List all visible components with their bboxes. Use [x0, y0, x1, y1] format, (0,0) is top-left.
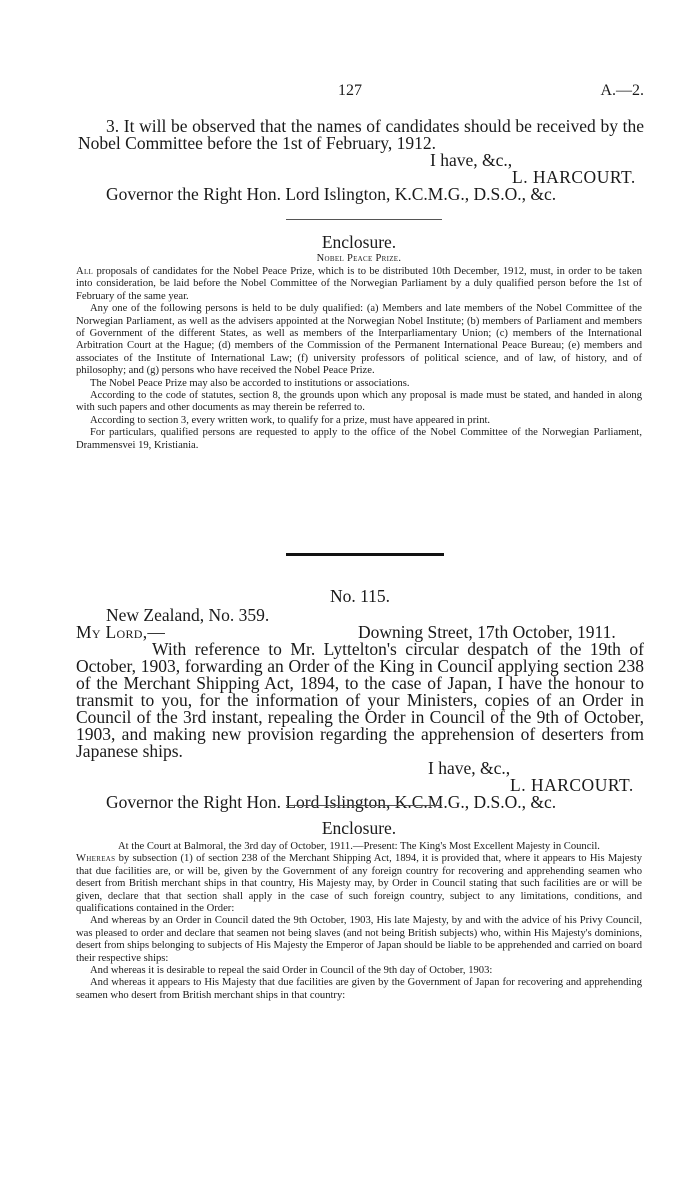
sign-off: I have, &c., — [430, 150, 513, 170]
order-body — [76, 853, 642, 1002]
paragraph-3: 3. It will be observed that the names of candidates should be received by the Nobel Committee before the 1st of February, 1912. — [78, 116, 644, 153]
enclosure-heading: Enclosure. — [321, 232, 397, 252]
enclosure-subheading: Nobel Peace Prize. — [316, 253, 402, 264]
court-line: At the Court at Balmoral, the 3rd day of October, 1911.—Present: The King's Most Excellent Majesty in Council. — [118, 841, 600, 852]
enclosure-paragraph: For particulars, qualified persons are requested to apply to the office of the Nobel Committee of the Norwegian Parliament, Drammensvei 19, Kristiania. — [76, 427, 642, 451]
page-reference: A.—2. — [600, 82, 644, 99]
enclosure-1 — [76, 234, 642, 452]
signature: L. HARCOURT. — [510, 775, 634, 795]
despatch-number: No. 115. — [329, 586, 391, 606]
enclosure-2 — [76, 820, 642, 1002]
enclosure-paragraph: The Nobel Peace Prize may also be accorded to institutions or associations. — [90, 377, 410, 389]
page-header — [0, 82, 700, 104]
addressee: Governor the Right Hon. Lord Islington, K.C.M.G., D.S.O., &c. — [106, 792, 557, 812]
divider-rule — [286, 219, 442, 220]
despatch-115 — [76, 588, 644, 811]
order-paragraph: And whereas it appears to His Majesty that due facilities are given by the Government of Japan for recovering and apprehending seamen who desert from British merchant ships in that country: — [76, 977, 642, 1001]
order-paragraph: Whereas by subsection (1) of section 238 of the Merchant Shipping Act, 1894, it is provided that, where it appears to His Majesty that due facilities are, or will be, given by the Government of any foreign country for recovering and apprehending seamen who desert from British merchant ships in that country, His Majesty may, by Order in Council stating that such facilities are or will be given, declare that that section shall apply in the case of such foreign country, subject to any limitations, conditions, and qualifications contained in the Order: — [76, 853, 642, 915]
signature: L. HARCOURT. — [512, 167, 636, 187]
enclosure-paragraph: All proposals of candidates for the Nobel Peace Prize, which is to be distributed 10th December, 1912, must, in order to be taken into consideration, be laid before the Nobel Committee of the Norwegian Parliament by a duly qualified person before the 1st of February of the same year. — [76, 266, 642, 302]
despatch-body: With reference to Mr. Lyttelton's circular despatch of the 19th of October, 1903, forwarding an Order of the King in Council applying section 238 of the Merchant Shipping Act, 1894, to the case of Japan, I have the honour to transmit to you, for the information of your Ministers, copies of an Order in Council of the 3rd instant, repealing the Order in Council of the 9th of October, 1903, and making new provision regarding the apprehension of deserters from Japanese ships. — [76, 639, 644, 761]
salutation-line — [76, 624, 644, 641]
place-date: Downing Street, 17th October, 1911. — [358, 622, 616, 642]
enclosure-body — [76, 266, 642, 452]
section-divider-thick — [286, 553, 444, 556]
order-paragraph: And whereas it is desirable to repeal the said Order in Council of the 9th day of October, 1903: — [90, 965, 493, 977]
salutation: My Lord,— — [76, 622, 166, 642]
enclosure-paragraph: Any one of the following persons is held to be duly qualified: (a) Members and late members of the Nobel Committee of the Norwegian Parliament, as well as the advisers appointed at the Norwegian Nobel Institute; (b) members of Parliament and members of Government of the different States, as well as members of the Interparliamentary Union; (c) members of the International Arbitration Court at the Hague; (d) members of the Commission of the Permanent International Peace Bureau; (e) members and associates of the Institute of International Law; (f) university professors of political science, and of law, of history, and of philosophy; and (g) persons who have received the Nobel Peace Prize. — [76, 303, 642, 377]
section-1 — [78, 118, 644, 203]
sign-off: I have, &c., — [428, 758, 511, 778]
addressee: Governor the Right Hon. Lord Islington, K.C.M.G., D.S.O., &c. — [106, 184, 557, 204]
enclosure-heading: Enclosure. — [321, 818, 397, 838]
order-paragraph: And whereas by an Order in Council dated the 9th October, 1903, His late Majesty, by and with the advice of his Privy Council, was pleased to order and declare that seamen not being slaves (and not being British subjects) who, within His Majesty's dominions, desert from ships belonging to subjects of His Majesty the Emperor of Japan should be liable to be apprehended and carried on board their respective ships: — [76, 915, 642, 964]
divider-rule — [286, 805, 442, 806]
enclosure-paragraph: According to the code of statutes, section 8, the grounds upon which any proposal is made must be stated, and handed in along with such papers and other documents as may therein be referred to. — [76, 390, 642, 414]
nz-reference: New Zealand, No. 359. — [106, 605, 270, 625]
page-number: 127 — [338, 82, 362, 99]
enclosure-paragraph: According to section 3, every written work, to qualify for a prize, must have appeared in print. — [90, 414, 491, 426]
